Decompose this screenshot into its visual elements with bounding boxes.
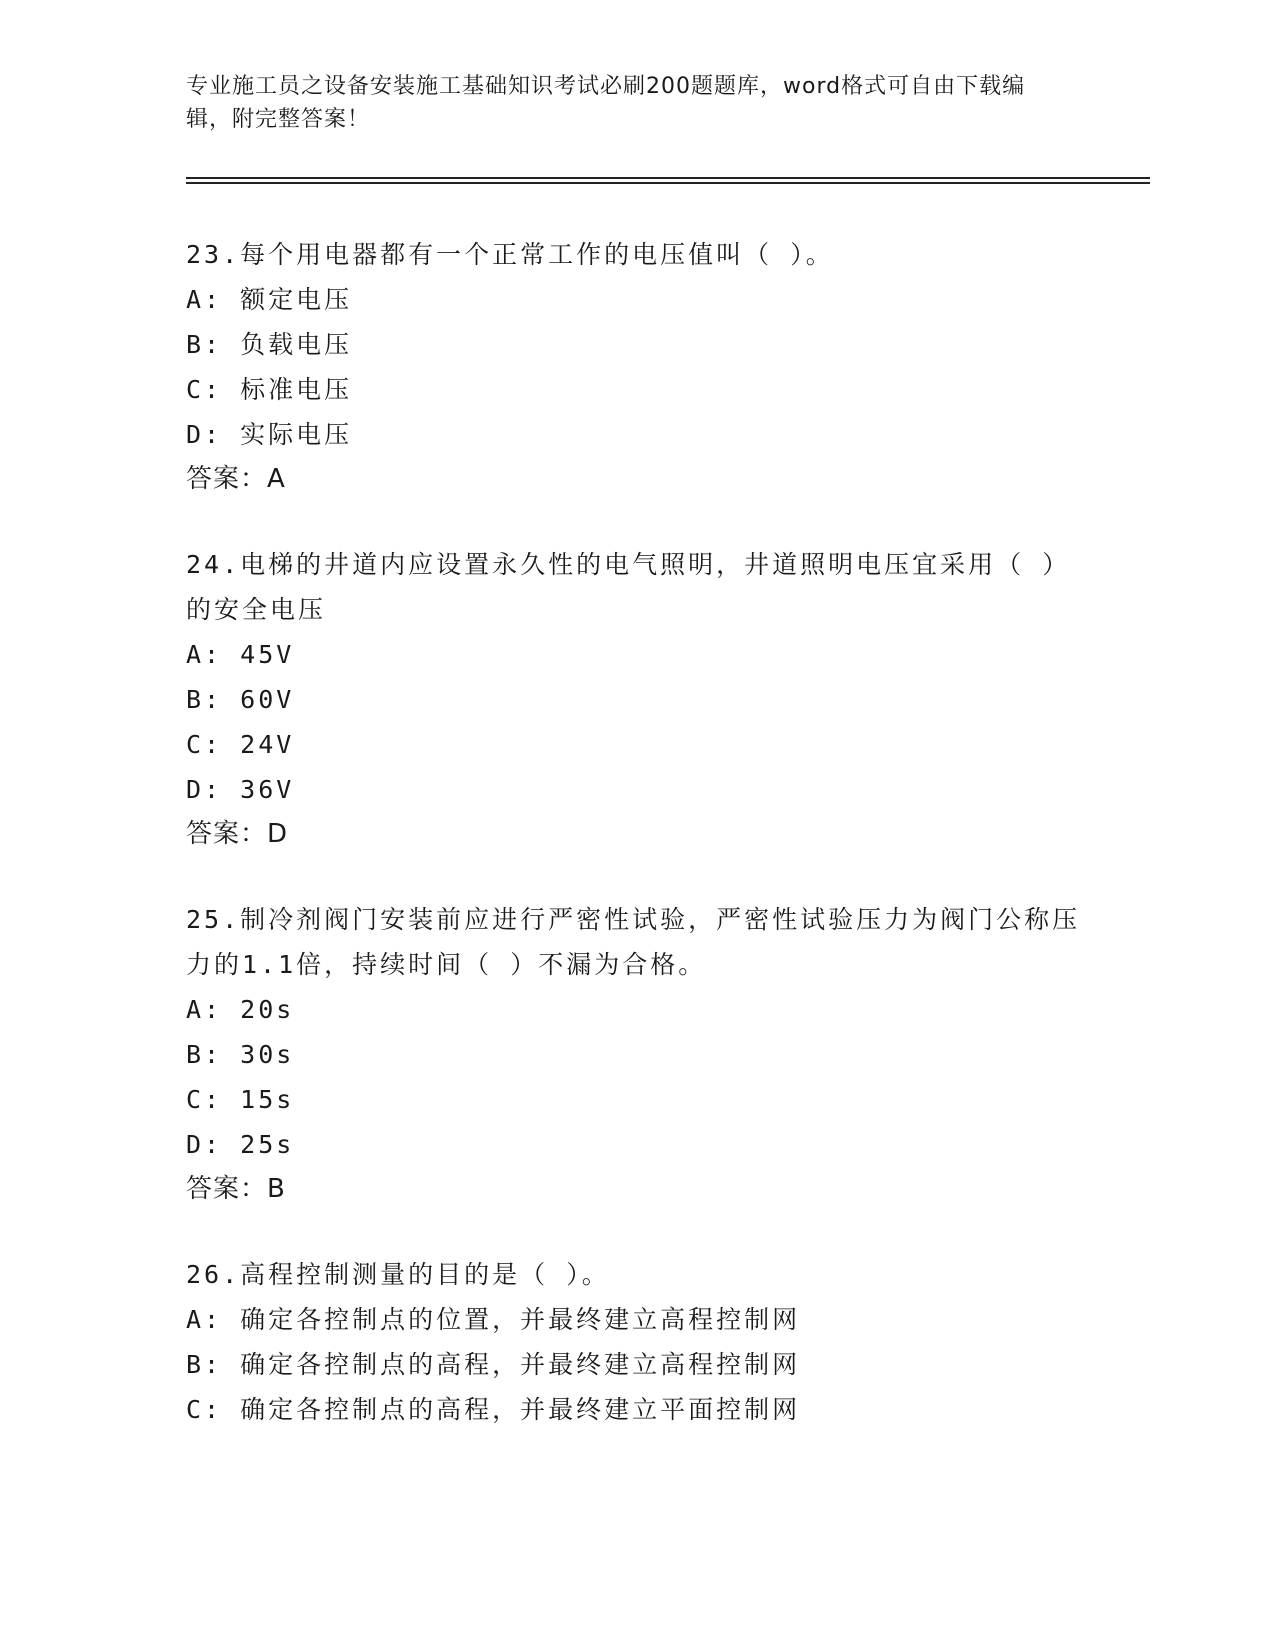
option-a: A: 45V [186, 640, 295, 669]
option-b: B: 30s [186, 1040, 295, 1069]
question-text: 23.每个用电器都有一个正常工作的电压值叫（ ）。 [186, 240, 834, 269]
option-a: A: 20s [186, 995, 295, 1024]
option-b: B: 60V [186, 685, 295, 714]
question-text: 24.电梯的井道内应设置永久性的电气照明，井道照明电压宜采用（ ）的安全电压 [186, 550, 1071, 624]
option-b: B: 负载电压 [186, 330, 353, 359]
question-text: 25.制冷剂阀门安装前应进行严密性试验，严密性试验压力为阀门公称压力的1.1倍，持续时间（ ）不漏为合格。 [186, 905, 1081, 979]
header-divider-top [186, 177, 1150, 179]
header-divider-bottom [186, 182, 1150, 184]
question-24 [186, 542, 1086, 857]
question-list [186, 232, 1086, 1472]
option-c: C: 24V [186, 730, 295, 759]
option-a: A: 额定电压 [186, 285, 353, 314]
option-d: D: 实际电压 [186, 420, 353, 449]
answer: 答案：B [186, 1174, 286, 1204]
question-26 [186, 1252, 1086, 1432]
document-title: 专业施工员之设备安装施工基础知识考试必刷200题题库，word格式可自由下载编辑，附完整答案！ [186, 74, 1026, 132]
answer: 答案：D [186, 819, 289, 849]
option-c: C: 标准电压 [186, 375, 353, 404]
answer: 答案：A [186, 464, 286, 494]
option-b: B: 确定各控制点的高程，并最终建立高程控制网 [186, 1350, 801, 1379]
question-23 [186, 232, 1086, 502]
option-d: D: 25s [186, 1130, 295, 1159]
option-a: A: 确定各控制点的位置，并最终建立高程控制网 [186, 1305, 801, 1334]
option-c: C: 确定各控制点的高程，并最终建立平面控制网 [186, 1395, 801, 1424]
question-25 [186, 897, 1086, 1212]
option-c: C: 15s [186, 1085, 295, 1114]
option-d: D: 36V [186, 775, 295, 804]
question-text: 26.高程控制测量的目的是（ ）。 [186, 1260, 610, 1289]
